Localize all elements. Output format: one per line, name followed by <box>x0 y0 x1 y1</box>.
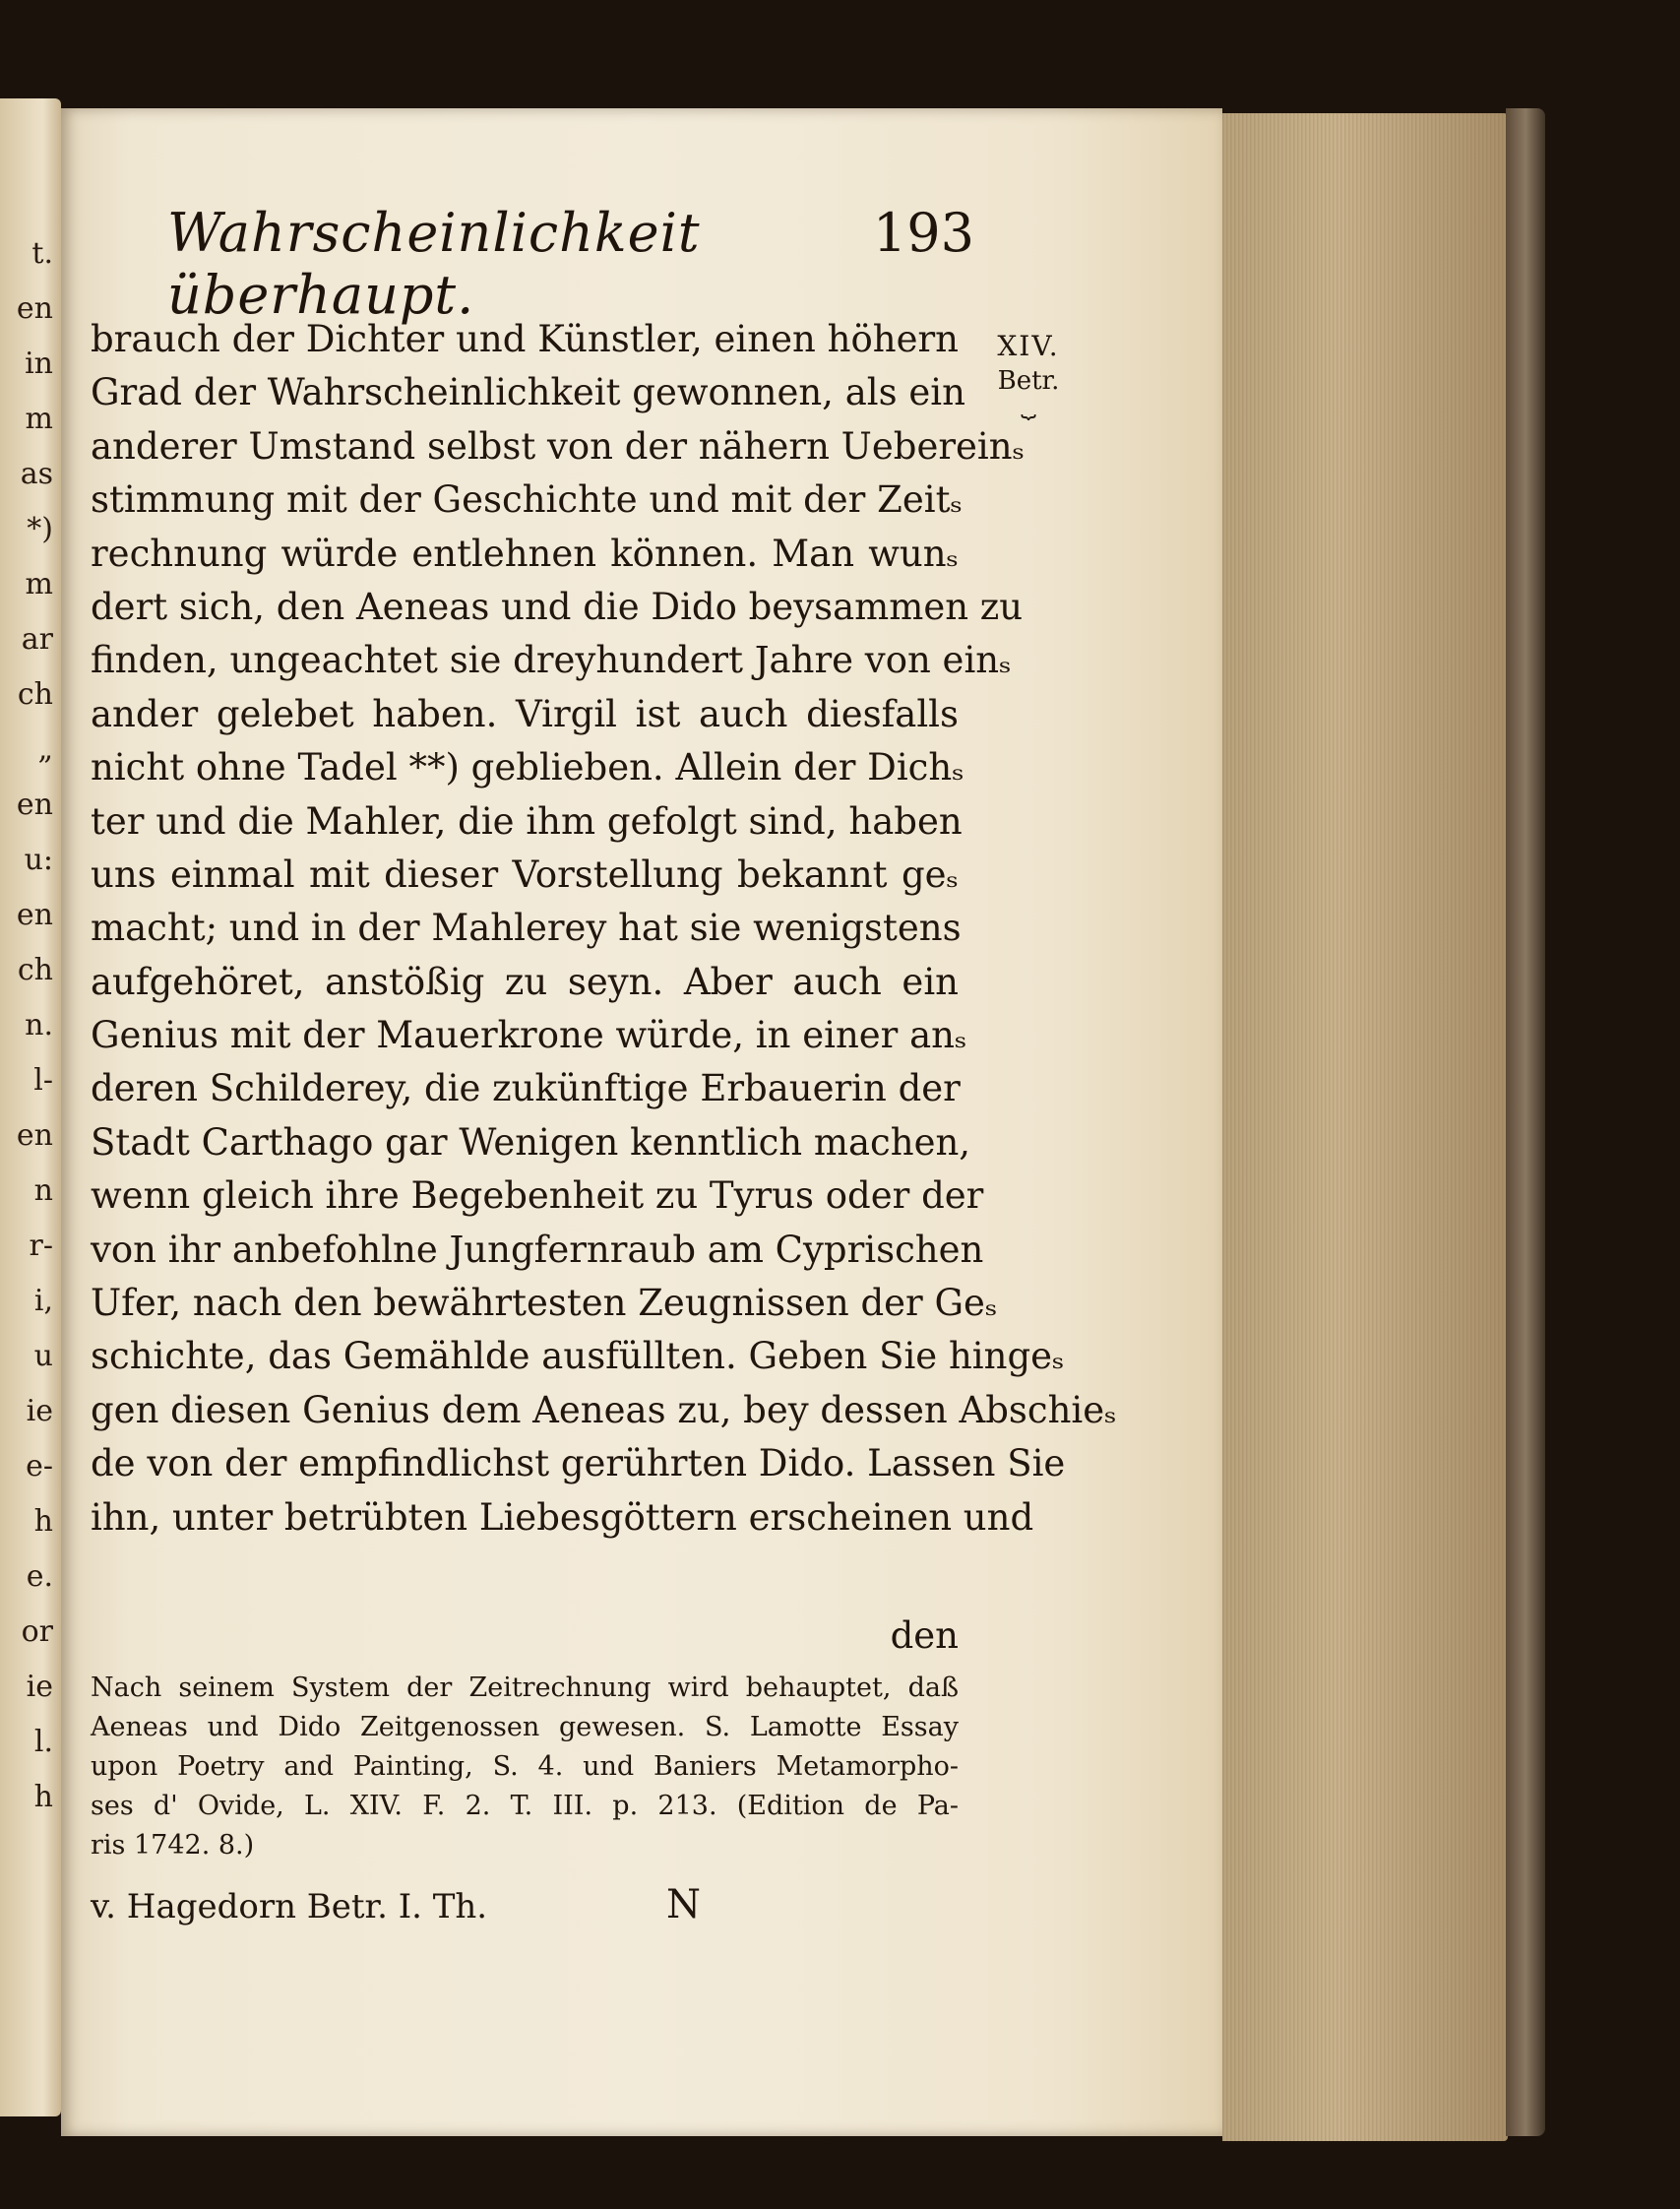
text-line: aufgehöret, anstößig zu seyn. Aber auch ein <box>91 960 959 1003</box>
page-number: 193 <box>872 202 974 264</box>
left-page-fragment: in <box>25 347 53 381</box>
text-line: stimmung mit der Geschichte und mit der Zeitₛ <box>91 478 963 522</box>
text-line: Grad der Wahrscheinlichkeit gewonnen, als ein <box>91 371 965 414</box>
text-line: wenn gleich ihre Begebenheit zu Tyrus oder der <box>91 1174 984 1218</box>
text-line: ander gelebet haben. Virgil ist auch diesfalls <box>91 692 959 735</box>
left-page-fragment: h <box>33 1780 53 1814</box>
book-cover-edge <box>1506 108 1545 2136</box>
left-page-fragment: ar <box>21 622 53 657</box>
text-line: uns einmal mit dieser Vorstellung bekannt geₛ <box>91 852 959 896</box>
text-line: deren Schilderey, die zukünftige Erbauerin der <box>91 1067 961 1110</box>
margin-brace-icon: ⏟ <box>1021 390 1036 419</box>
text-line: ihn, unter betrübten Liebesgöttern erscheinen und <box>91 1495 1034 1539</box>
text-line: Genius mit der Mauerkrone würde, in einer anₛ <box>91 1014 967 1057</box>
signature-line <box>91 1882 701 1927</box>
text-line: de von der empfindlichst gerührten Dido. Lassen Sie <box>91 1442 1066 1485</box>
text-line: ter und die Mahler, die ihm gefolgt sind, haben <box>91 799 963 843</box>
margin-note-number: XIV. <box>997 330 1060 362</box>
left-page-fragment: n <box>33 1173 53 1208</box>
text-line: macht; und in der Mahlerey hat sie wenigstens <box>91 907 962 950</box>
left-page-fragment: i, <box>33 1284 53 1318</box>
text-line: Stadt Carthago gar Wenigen kenntlich machen, <box>91 1120 971 1164</box>
left-page-fragment: u <box>33 1339 53 1373</box>
left-page-fragment: ch <box>17 953 53 987</box>
footnote-line: ses d' Ovide, L. XIV. F. 2. T. III. p. 213. (Edition de Pa- <box>91 1791 959 1821</box>
text-line: brauch der Dichter und Künstler, einen höhern <box>91 318 959 360</box>
footnote-line: Aeneas und Dido Zeitgenossen gewesen. S. Lamotte Essay <box>91 1712 959 1742</box>
text-line: anderer Umstand selbst von der nähern Uebereinₛ <box>91 424 1026 468</box>
left-page-fragment: ie <box>26 1394 53 1428</box>
left-page-fragment: as <box>20 457 53 491</box>
footnote-line: Nach seinem System der Zeitrechnung wird behauptet, daß <box>91 1673 959 1703</box>
text-line: Ufer, nach den bewährtesten Zeugnissen der Geₛ <box>91 1282 998 1325</box>
book-signature: v. Hagedorn Betr. I. Th. <box>91 1887 488 1926</box>
footnote-line: ris 1742. 8.) <box>91 1830 255 1861</box>
footnote-line: upon Poetry and Painting, S. 4. und Baniers Metamorpho- <box>91 1751 959 1782</box>
left-page-edge <box>0 98 61 2116</box>
left-page-fragment: ch <box>17 677 53 712</box>
left-page-fragment: en <box>16 788 53 822</box>
left-page-fragment: ie <box>26 1670 53 1704</box>
text-line: rechnung würde entlehnen können. Man wunₛ <box>91 532 959 575</box>
page-block-edge <box>1222 113 1508 2141</box>
margin-note-abbreviation: Betr. <box>997 366 1060 396</box>
text-line: von ihr anbefohlne Jungfernraub am Cyprischen <box>91 1228 984 1271</box>
sheet-signature: N <box>666 1882 701 1927</box>
left-page-fragment: en <box>16 898 53 932</box>
text-line: finden, ungeachtet sie dreyhundert Jahre von einₛ <box>91 639 1012 682</box>
left-page-fragment: l. <box>33 1725 53 1759</box>
left-page-fragment: e. <box>26 1559 53 1594</box>
left-page-fragment: en <box>16 291 53 326</box>
text-line: gen diesen Genius dem Aeneas zu, bey dessen Abschieₛ <box>91 1388 1117 1431</box>
margin-note <box>979 330 1078 420</box>
left-page-fragment: or <box>21 1614 53 1649</box>
page-header <box>167 202 974 326</box>
left-page-fragment: h <box>33 1504 53 1539</box>
footnotes <box>91 1669 959 1865</box>
left-page-fragment: „ <box>37 732 53 767</box>
left-page-fragment: t. <box>31 236 53 271</box>
running-head: Wahrscheinlichkeit überhaupt. <box>167 202 701 326</box>
left-page-fragment: en <box>16 1118 53 1153</box>
left-page-fragment: e- <box>26 1449 53 1483</box>
left-page-fragment: n. <box>25 1008 53 1042</box>
text-line: schichte, das Gemählde ausfüllten. Geben Sie hingeₛ <box>91 1335 1065 1378</box>
left-page-fragment: *) <box>27 512 53 546</box>
left-page-fragment: l- <box>33 1063 53 1098</box>
left-page-fragment: r- <box>29 1229 53 1263</box>
catchword: den <box>890 1614 959 1657</box>
text-line: dert sich, den Aeneas und die Dido beysammen zu <box>91 585 1024 628</box>
left-page-fragment: u: <box>24 843 53 877</box>
left-page-fragment: m <box>25 567 53 601</box>
left-page-fragment: m <box>25 402 53 436</box>
text-line: nicht ohne Tadel **) geblieben. Allein der Dichₛ <box>91 746 964 789</box>
